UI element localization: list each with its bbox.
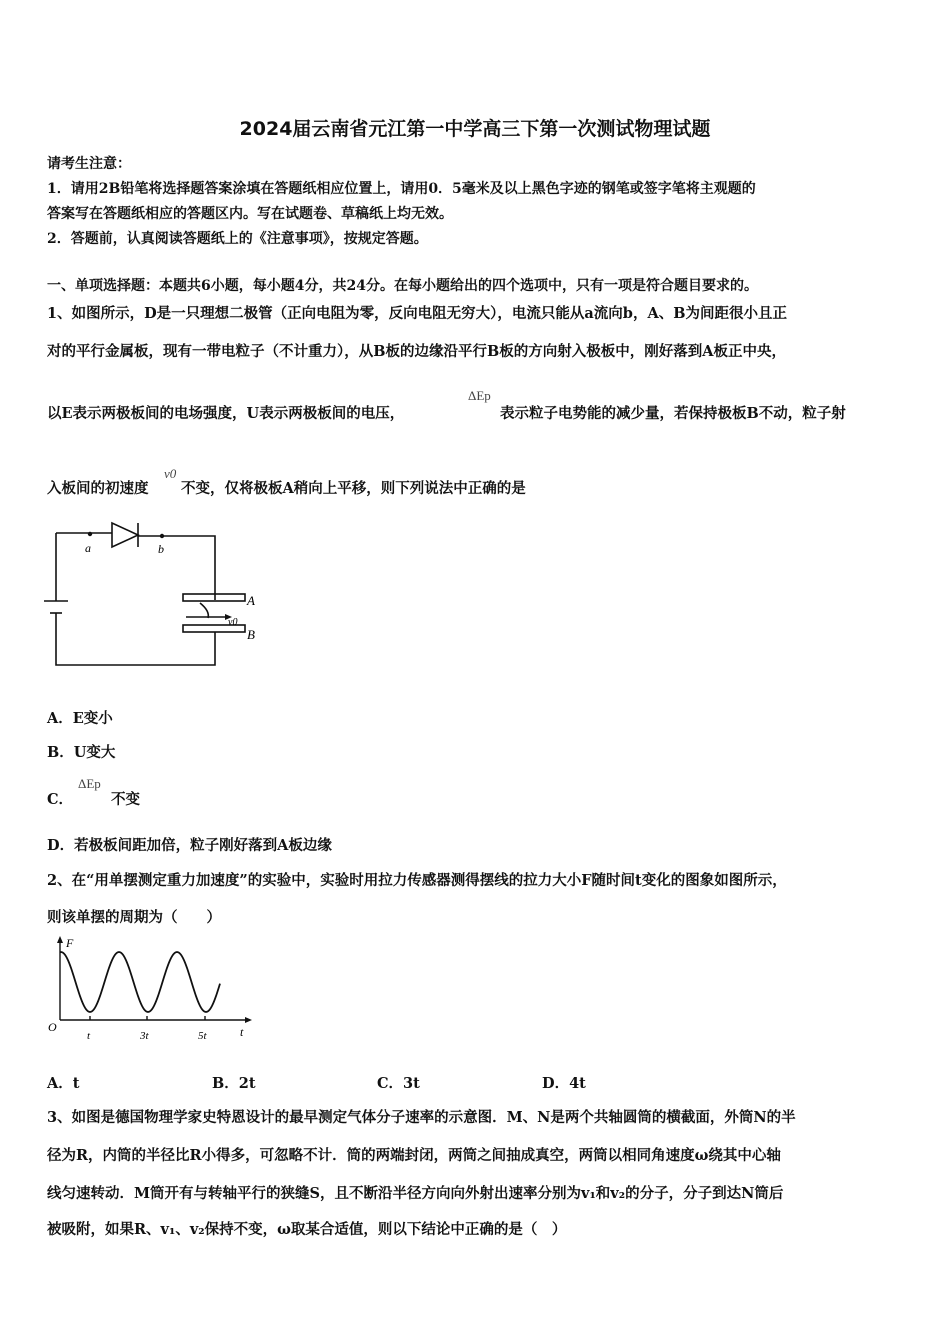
q1-text: 以E表示两极板间的电场强度，U表示两极板间的电压， <box>47 405 405 422</box>
q2-text: 则该单摆的周期为（ ） <box>47 909 221 926</box>
page-title: 2024届云南省元江第一中学高三下第一次测试物理试题 <box>239 118 711 140</box>
option-C-prefix: C． <box>47 791 74 808</box>
label-a: a <box>85 541 91 555</box>
q2-option-A[interactable]: A．t <box>47 1075 80 1092</box>
force-curve <box>60 952 220 1012</box>
q1-text: 对的平行金属板，现有一带电粒子（不计重力），从B板的边缘沿平行B板的方向射入极板中，刚好落到A板正中央， <box>47 343 787 360</box>
q3-text: 3、如图是德国物理学家史特恩设计的最早测定气体分子速率的示意图．M、N是两个共轴圆筒的横截面，外筒N的半 <box>47 1109 796 1126</box>
q1-text: 入板间的初速度 <box>47 480 149 497</box>
q1-text: 表示粒子电势能的减少量，若保持极板B不动，粒子射 <box>500 405 846 422</box>
q2-text: 2、在“用单摆测定重力加速度”的实验中，实验时用拉力传感器测得摆线的拉力大小F随时间t变化的图象如图所示， <box>47 872 787 889</box>
tick-label: t <box>87 1030 91 1042</box>
q3-text: 线匀速转动．M筒开有与转轴平行的狭缝S，且不断沿半径方向向外射出速率分别为v₁和v₂的分子，分子到达N筒后 <box>47 1185 784 1202</box>
q1-option-C[interactable] <box>47 776 167 806</box>
label-v0: v0 <box>228 617 238 628</box>
label-plate-A: A <box>247 593 255 608</box>
label-plate-B: B <box>247 627 255 642</box>
q1-option-B[interactable]: B．U变大 <box>47 744 116 761</box>
q1-text: 不变，仅将极板A稍向上平移，则下列说法中正确的是 <box>181 480 526 497</box>
particle-path <box>200 603 208 618</box>
option-C-suffix: 不变 <box>111 791 140 808</box>
label-b: b <box>158 542 164 556</box>
q3-text: 被吸附，如果R、v₁、v₂保持不变，ω取某合适值，则以下结论中正确的是（ ） <box>47 1221 567 1238</box>
x-arrow-icon <box>245 1017 252 1023</box>
circuit-wire <box>138 536 215 600</box>
section-heading: 一、单项选择题：本题共6小题，每小题4分，共24分。在每小题给出的四个选项中，只有一项是符合题目要求的。 <box>47 278 758 294</box>
notes-heading: 请考生注意： <box>47 156 131 172</box>
circuit-diagram <box>40 515 280 675</box>
notes-line: 2．答题前，认真阅读答题纸上的《注意事项》，按规定答题。 <box>47 231 428 247</box>
notes-line: 1．请用2B铅笔将选择题答案涂填在答题纸相应位置上，请用0．5毫米及以上黑色字迹的钢笔或签字笔将主观题的 <box>47 181 756 197</box>
q1-text: 1、如图所示，D是一只理想二极管（正向电阻为零，反向电阻无穷大），电流只能从a流向b，A、B为间距很小且正 <box>47 305 787 322</box>
q2-option-D[interactable]: D．4t <box>542 1075 586 1092</box>
q2-option-C[interactable]: C．3t <box>377 1075 420 1092</box>
node-b <box>160 534 164 538</box>
q1-option-A[interactable]: A．E变小 <box>47 710 113 727</box>
x-axis-label: t <box>240 1025 244 1039</box>
tick-label: 5t <box>198 1030 207 1042</box>
plate-A <box>183 594 245 601</box>
origin-label: O <box>48 1020 57 1034</box>
delta-ep-symbol: ΔEp <box>468 388 491 403</box>
node-a <box>88 532 92 536</box>
force-time-graph <box>40 934 260 1046</box>
notes-line: 答案写在答题纸相应的答题区内。写在试题卷、草稿纸上均无效。 <box>47 206 453 222</box>
option-C-symbol: ΔEp <box>78 776 101 791</box>
diode-icon <box>112 523 138 547</box>
q3-text: 径为R，内筒的半径比R小得多，可忽略不计．筒的两端封闭，两筒之间抽成真空，两筒以相同角速度ω绕其中心轴 <box>47 1147 781 1164</box>
y-axis-label: F <box>66 936 74 950</box>
circuit-wire <box>56 613 215 665</box>
q1-option-D[interactable]: D．若极板间距加倍，粒子刚好落到A板边缘 <box>47 837 332 854</box>
tick-label: 3t <box>140 1030 149 1042</box>
q2-option-B[interactable]: B．2t <box>212 1075 256 1092</box>
y-arrow-icon <box>57 936 63 943</box>
v0-symbol: v0 <box>164 466 177 481</box>
